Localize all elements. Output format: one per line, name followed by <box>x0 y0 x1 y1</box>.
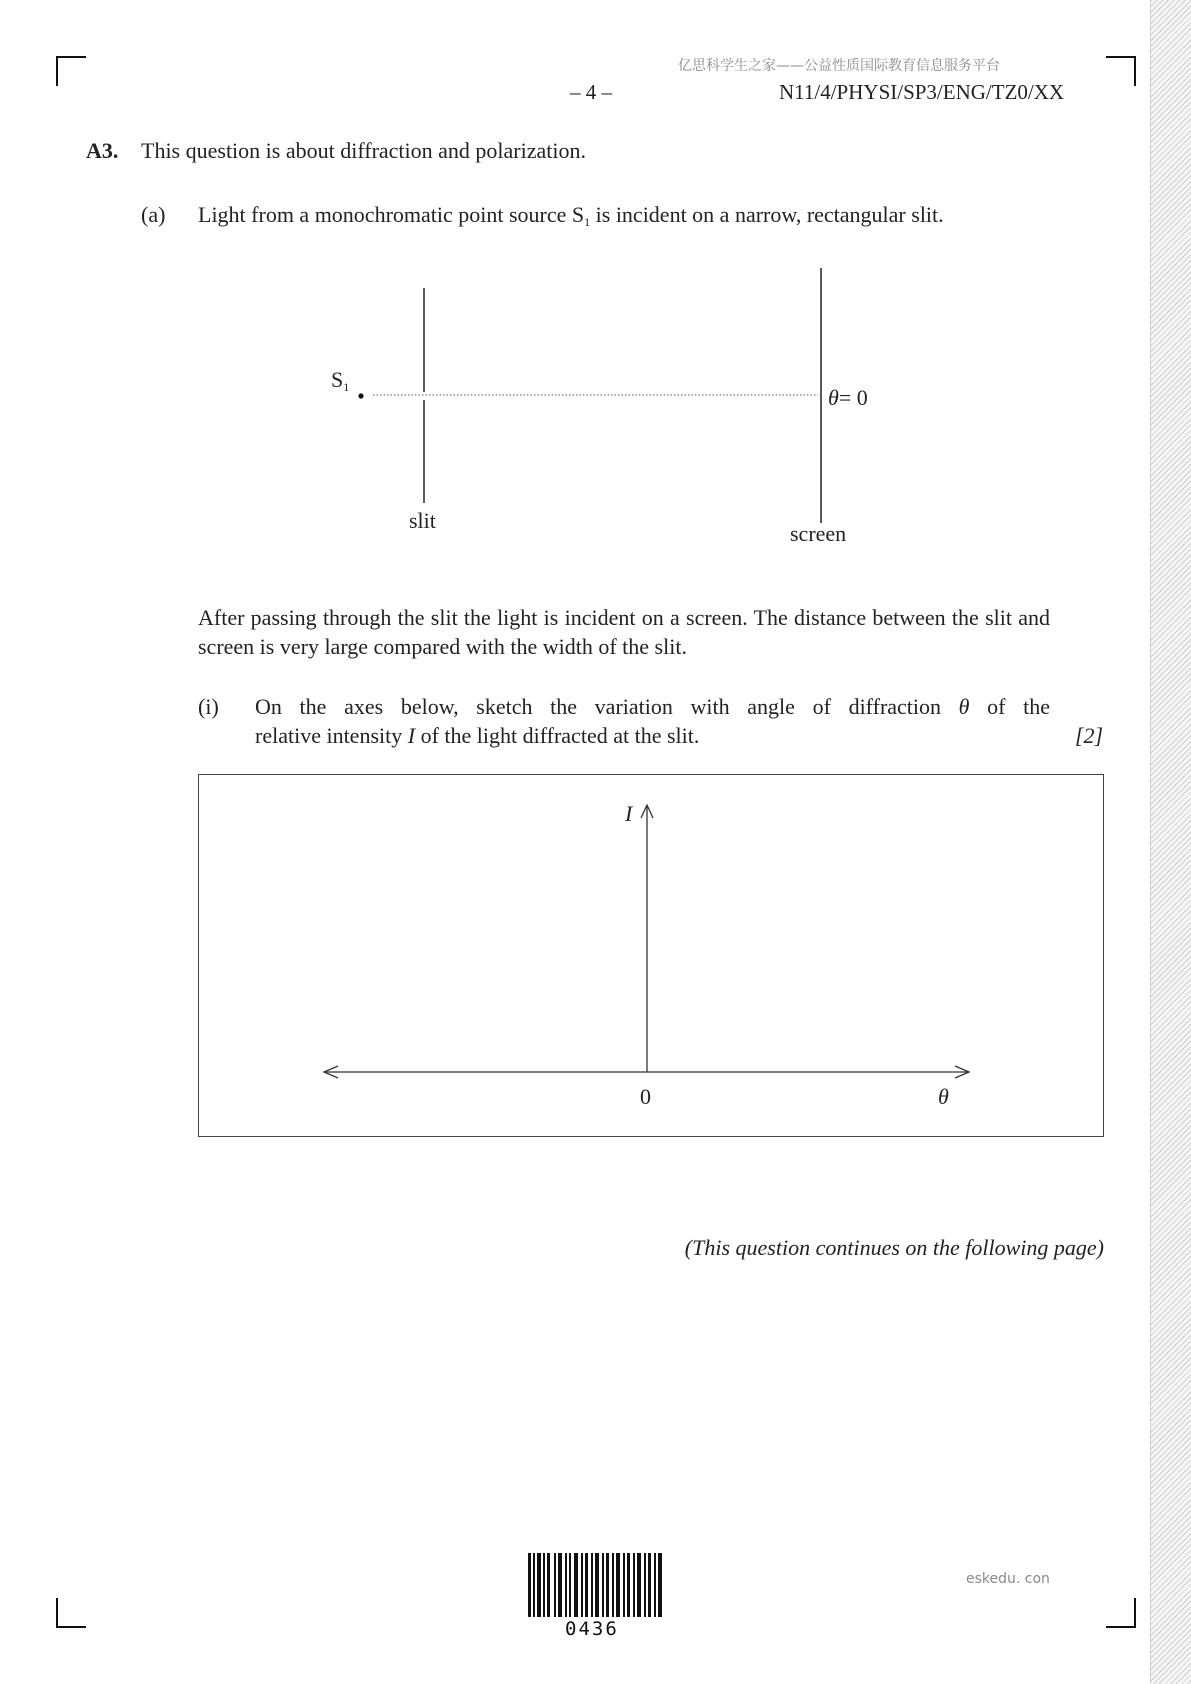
part-i-label: (i) <box>198 694 219 719</box>
screen-label: screen <box>790 521 847 546</box>
part-i-line2: relative intensity I of the light diffracted at the slit. <box>255 723 700 748</box>
origin-label: 0 <box>640 1084 651 1109</box>
barcode-number: 0436 <box>565 1618 619 1640</box>
barcode <box>528 1553 662 1617</box>
marks-indicator: [2] <box>1075 723 1104 748</box>
theta-zero-label: θ= 0 <box>828 385 868 410</box>
paper-code: N11/4/PHYSI/SP3/ENG/TZ0/XX <box>779 80 1065 104</box>
x-axis-label: θ <box>938 1084 949 1109</box>
source-label: $S_1$ <box>331 367 350 394</box>
slit-label: slit <box>409 508 436 533</box>
question-intro: This question is about diffraction and polarization. <box>141 138 586 163</box>
part-i-line1: On the axes below, sketch the variation with angle of diffraction θ of the <box>255 694 1050 719</box>
body-paragraph: After passing through the slit the light is incident on a screen. The distance between the slit and screen is very large compared with the width of the slit. <box>198 605 1050 659</box>
header-watermark: 亿思科学生之家——公益性质国际教育信息服务平台 <box>678 58 1000 74</box>
part-a-label: (a) <box>141 202 166 227</box>
footer-site-text: eskedu. con <box>966 1571 1050 1587</box>
page-number: – 4 – <box>570 80 612 104</box>
y-axis-label: I <box>625 801 633 826</box>
part-a-text: Light from a monochromatic point source $S_1$ is incident on a narrow, rectangular slit. <box>198 202 944 229</box>
question-number: A3. <box>86 138 119 163</box>
continues-note: (This question continues on the following page) <box>684 1235 1104 1260</box>
